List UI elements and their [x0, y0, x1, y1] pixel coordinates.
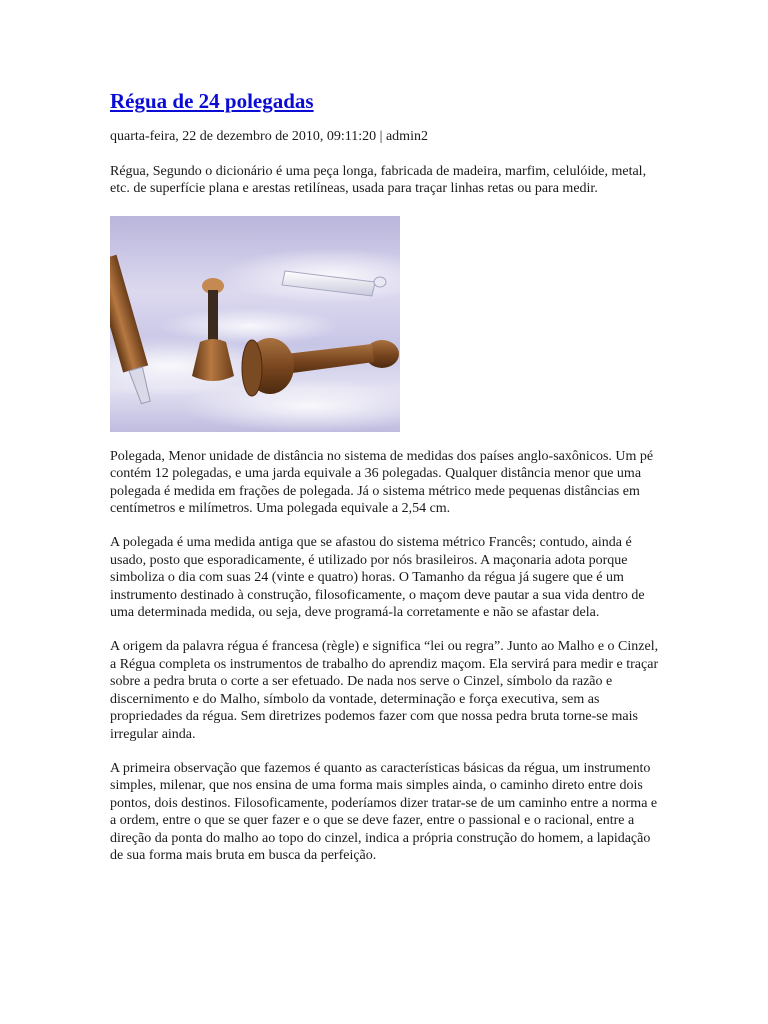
- post-meta: quarta-feira, 22 de dezembro de 2010, 09:11:20 | admin2: [110, 129, 428, 144]
- paragraph-2: Polegada, Menor unidade de distância no sistema de medidas dos países anglo-saxônicos. Um pé contém 12 polegadas, e uma jarda equivale a 36 polegadas. Qualquer distância menor que uma polegada é medida em frações de polegada. Já o sistema métrico mede pequenas distâncias em centímetros e milímetros. Uma polegada equivale a 2,54 cm.: [110, 448, 654, 517]
- paragraph-1: Régua, Segundo o dicionário é uma peça longa, fabricada de madeira, marfim, celulóide, metal, etc. de superfície plana e arestas retilíneas, usada para traçar linhas retas ou para medir.: [110, 164, 647, 197]
- post-title: [110, 88, 660, 114]
- paragraph-3: A polegada é uma medida antiga que se afastou do sistema métrico Francês; contudo, ainda é usado, posto que esporadicamente, é utilizado por nós brasileiros. A maçonaria adota porque simboliza o dia com suas 24 (vinte e quatro) horas. O Tamanho da régua já sugere que é um instrumento destinado à construção, filosoficamente, o maçom deve pautar a sua vida dentro de uma determinada medida, ou seja, deve programá-la corretamente e não se afastar dela.: [110, 535, 645, 621]
- paragraph-4: A origem da palavra régua é francesa (règle) e significa “lei ou regra”. Junto ao Malho e o Cinzel, a Régua completa os instrumentos de trabalho do aprendiz maçom. Ela servirá para medir e traçar sobre a pedra bruta o corte a ser efetuado. De nada nos serve o Cinzel, símbolo da razão e discernimento e do Malho, símbolo da vontade, determinação e força executiva, sem as propriedades da régua. Sem diretrizes podemos fazer com que nossa pedra bruta torne-se mais irregular ainda.: [110, 639, 659, 742]
- tools-image: [110, 216, 400, 432]
- paragraph-5: A primeira observação que fazemos é quanto as características básicas da régua, um instrumento simples, milenar, que nos ensina de uma forma mais simples ainda, o caminho direto entre dois pontos, dois destinos. Filosoficamente, poderíamos dizer tratar-se de um caminho entre a norma e a ordem, entre o que se quer fazer e o que se deve fazer, entre o passional e o racional, entre a direção da ponta do malho ao topo do cinzel, indica a própria construção do homem, a lapidação de sua forma mais bruta em busca da perfeição.: [110, 760, 658, 863]
- post-title-link[interactable]: Régua de 24 polegadas: [110, 89, 314, 113]
- masonic-tools-illustration-icon: [110, 216, 400, 432]
- blog-post: [110, 88, 660, 864]
